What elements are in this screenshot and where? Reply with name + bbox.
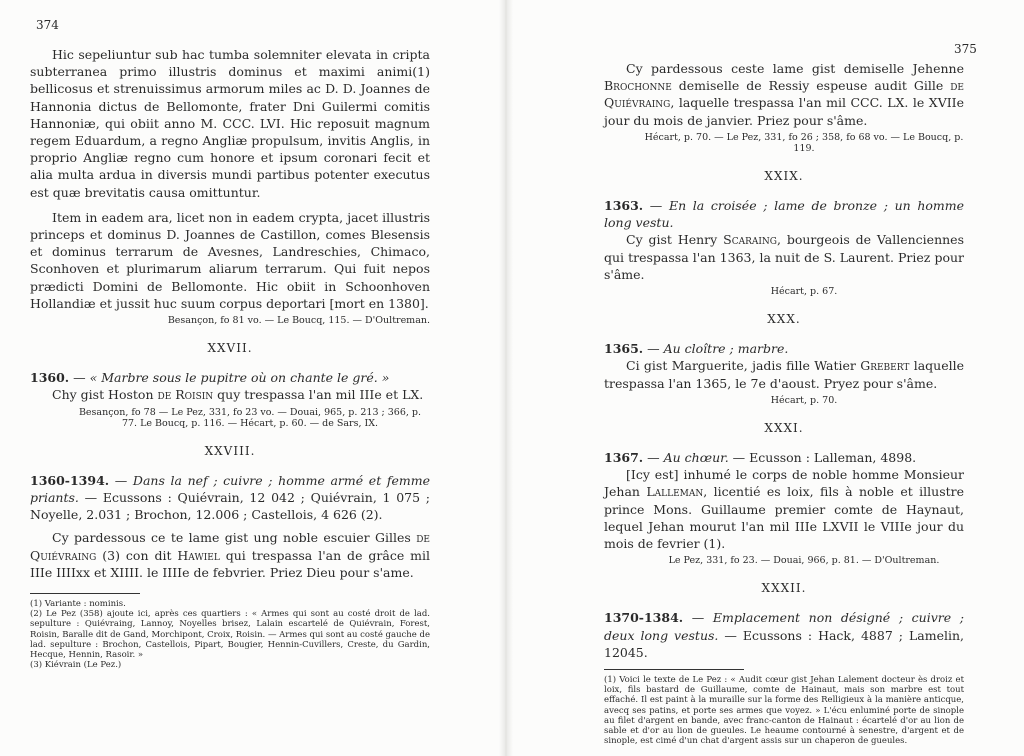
epitaph-text: Chy gist Hoston de Roisin quy trespassa l'an mil IIIe et LX. <box>52 387 424 403</box>
entry-heading: 1365. — Au cloître ; marbre. <box>604 341 789 357</box>
source-references: Hécart, p. 70. — Le Pez, 331, fo 26 ; 358, fo 68 vo. — Le Boucq, p. 119. <box>644 131 964 154</box>
entry-heading: 1363. — En la croisée ; lame de bronze ; un homme long vestu. <box>604 198 965 231</box>
family-name: Lalleman <box>646 484 704 500</box>
entry-heading: 1360-1394. — Dans la nef ; cuivre ; homme armé et femme priants. — Ecussons : Quiévrain, 12 042 ; Quiévrain, 1 075 ; Noyelle, 2.031 ; Brochon, 12.006 ; Castellois, 4 626 (2). <box>30 472 430 523</box>
family-name: Hawiel <box>177 547 220 563</box>
entry-location: Emplacement non désigné ; cuivre ; deux long vestus. <box>604 610 964 643</box>
entry-location: Au cloître ; marbre. <box>663 341 789 357</box>
entry-location: Au chœur. <box>663 450 729 466</box>
latin-paragraph-1: Hic sepeliuntur sub hac tumba solemniter elevata in cripta subterranea primo illustris dominus et maximi animi(1) bellicosus et strenuissimus armorum miles ac D. D. Joannes de Hannonia dictus de Bellomonte, frater Dni Guilermi comitis Hannoniæ, qui obiit anno M. CCC. LVI. Hic reposuit magnum regem Eduardum, a regno Angliæ propulsum, invitis Anglis, in proprio Angliæ regno cum honore et ipsum coronari fecit et alia multa ardua in diversis mundi partibus potenter executus est quæ brevitatis causa omittuntur. <box>30 47 430 200</box>
entry-year: 1363. <box>604 198 644 214</box>
footnote: (1) Voici le texte de Le Pez : « Audit cœur gist Jehan Lalement docteur ès droiz et loix, fils bastard de Guillaume, comte de Hainaut, mais son marbre est tout effaché. Il est paint à la muraille sur la forme des Relligieux à la manière anticque, avecq ses patins, et porte ses armes que voyez. » L'écu enluminé porte de sinople au filet d'argent en bande, avec franc-canton de Hainaut : écartelé d'or au lion de sable et d'or au lion de gueules. Le heaume contourné à senestre, d'argent et de sinople, est cimé d'un chat d'argent assis sur un chaperon de gueules. <box>604 675 964 747</box>
left-page-body <box>30 46 430 671</box>
footnote-rule <box>30 593 140 594</box>
section-heading: XXIX. <box>764 168 804 183</box>
right-page <box>512 0 1024 756</box>
source-references: Besançon, fo 81 vo. — Le Boucq, 115. — D'Oultreman. <box>167 315 430 327</box>
right-page-body <box>604 60 964 747</box>
epitaph-text: Ci gist Marguerite, jadis fille Watier Grebert laquelle trespassa l'an 1365, le 7e d'aoust. Pryez pour s'âme. <box>604 358 964 391</box>
section-heading: XXXII. <box>761 581 807 596</box>
section-heading: XXX. <box>767 312 801 327</box>
footnotes <box>30 599 430 670</box>
entry-escutcheons: — Ecusson : Lalleman, 4898. <box>728 450 917 466</box>
book-gutter <box>499 0 513 756</box>
source-references: Besançon, fo 78 — Le Pez, 331, fo 23 vo. — Douai, 965, p. 213 ; 366, p. 77. Le Boucq, p. 116. — Hécart, p. 60. — de Sars, IX. <box>78 406 422 429</box>
section-heading: XXVII. <box>207 341 253 356</box>
entry-year: 1370-1384. <box>604 610 684 626</box>
entry-year: 1365. <box>604 341 644 357</box>
left-page <box>0 0 500 756</box>
entry-heading: 1367. — Au chœur. — Ecusson : Lalleman, 4898. <box>604 450 917 466</box>
entry-location: « Marbre sous le pupitre où on chante le gré. » <box>89 370 390 386</box>
entry-location: En la croisée ; lame de bronze ; un homme long vestu. <box>604 198 965 231</box>
family-name: de Quiévraing <box>30 530 430 563</box>
epitaph-text: Cy gist Henry Scaraing, bourgeois de Vallenciennes qui trespassa l'an 1363, la nuit de S. Laurent. Priez pour s'âme. <box>604 232 964 282</box>
footnotes <box>604 675 964 746</box>
entry-location: Dans la nef ; cuivre ; homme armé et femme priants. <box>30 472 430 506</box>
latin-paragraph-2: Item in eadem ara, licet non in eadem crypta, jacet illustris princeps et dominus D. Joannes de Castillon, comes Blesensis et dominus terrarum de Avesnes, Landreschies, Chimaco, Sconhoven et plurimarum aliarum terrarum. Qui fuit nepos prædicti Domini de Bellomonte. Hic obiit in Schoonhoven Hollandiæ et jussit huc suum corpus deportari [mort en 1380]. <box>30 209 430 311</box>
footnote-rule <box>604 669 744 670</box>
section-heading: XXXI. <box>764 420 804 435</box>
source-references: Hécart, p. 67. <box>770 286 838 298</box>
footnote: (3) Kiévrain (Le Pez.) <box>30 660 122 671</box>
entry-year: 1360. <box>30 370 70 386</box>
entry-heading: 1370-1384. — Emplacement non désigné ; cuivre ; deux long vestus. — Ecussons : Hack, 4887 ; Lamelin, 12045. <box>604 610 964 660</box>
family-name: de Roisin <box>157 387 214 403</box>
footnote: (1) Variante : nominis. <box>30 599 126 610</box>
family-name: Scaraing <box>723 232 777 248</box>
entry-heading: 1360. — « Marbre sous le pupitre où on chante le gré. » <box>30 370 390 386</box>
family-name: de Quiévraing <box>604 78 964 111</box>
footnote: (2) Le Pez (358) ajoute ici, après ces quartiers : « Armes qui sont au costé droit de lad. sepulture : Quiévraing, Lannoy, Noyelles brisez, Lalain escartelé de Quiévrain, Forest, Roisin, Baralle dit de Gand, Morchipont, Croix, Roisin. — Armes qui sont au costé gauche de lad. sepulture : Brochon, Castellois, Pipart, Bougier, Hennin-Cuvillers, Creste, du Gardin, Hecque, Hennin, Rasoir. » <box>30 609 430 661</box>
entry-escutcheons: — Ecussons : Hack, 4887 ; Lamelin, 12045. <box>604 627 964 660</box>
page-number: 374 <box>36 18 59 32</box>
epitaph-text: [Icy est] inhumé le corps de noble homme Monsieur Jehan Lalleman, licentié es loix, fils à noble et illustre prince Mons. Guillaume premier comte de Haynaut, lequel Jehan mourut l'an mil IIIe LXVII le VIIIe jour du mois de fevrier (1). <box>604 467 965 552</box>
family-name: Grebert <box>860 358 910 374</box>
family-name: Brochonne <box>604 78 672 94</box>
source-references: Le Pez, 331, fo 23. — Douai, 966, p. 81. — D'Oultreman. <box>668 555 940 567</box>
epitaph-text: Cy pardessous ce te lame gist ung noble escuier Gilles de Quiévraing (3) con dit Hawiel qui trespassa l'an de grâce mil IIIe IIIIxx et XIIII. le IIIIe de febvrier. Priez Dieu pour s'ame. <box>30 530 431 580</box>
entry-escutcheons: — Ecussons : Quiévrain, 12 042 ; Quiévrain, 1 075 ; Noyelle, 2.031 ; Brochon, 12.006 ; Castellois, 4 626 (2). <box>30 490 430 523</box>
source-references: Hécart, p. 70. <box>770 394 838 406</box>
entry-year: 1367. <box>604 450 644 466</box>
entry-year: 1360-1394. <box>30 472 110 488</box>
epitaph-text: Cy pardessous ceste lame gist demiselle Jehenne Brochonne demiselle de Ressiy espeuse audit Gille de Quiévraing, laquelle trespassa l'an mil CCC. LX. le XVIIe jour du mois de janvier. Priez pour s'âme. <box>604 61 964 128</box>
page-number: 375 <box>954 42 977 56</box>
section-heading: XXVIII. <box>204 443 256 458</box>
